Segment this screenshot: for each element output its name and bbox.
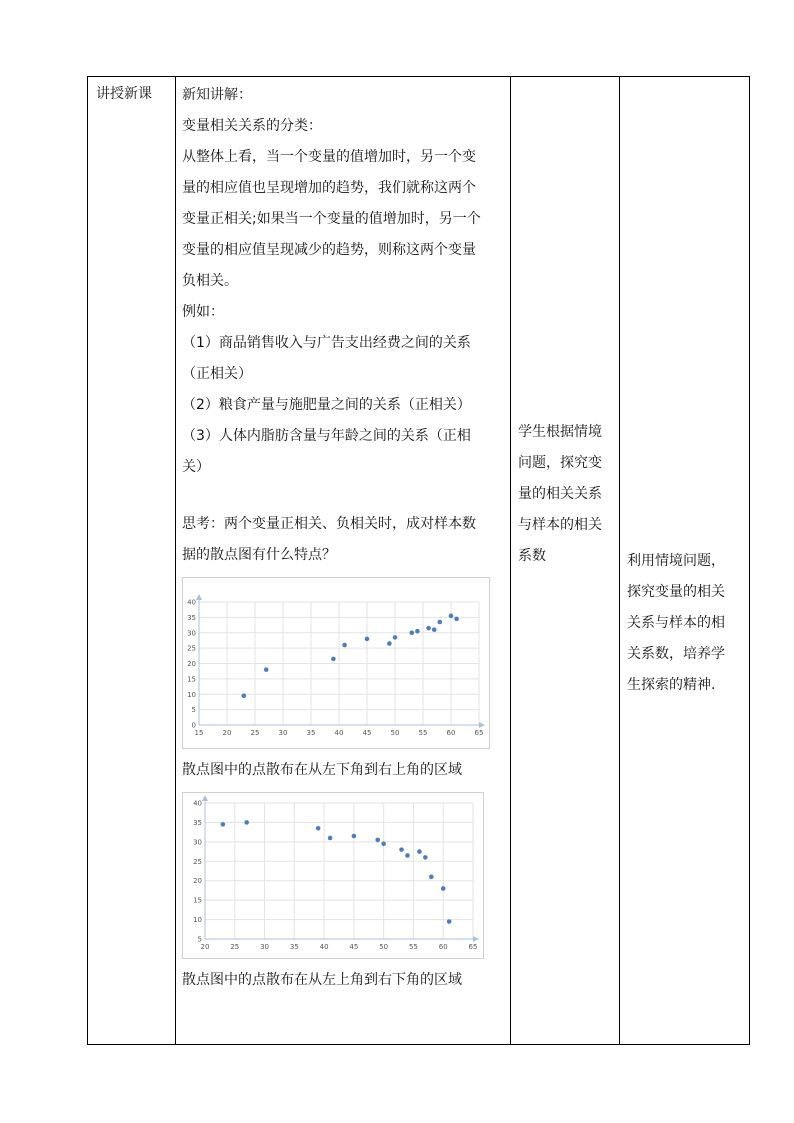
x-tick-label: 35	[289, 943, 299, 951]
scatter-point	[429, 875, 434, 880]
x-tick-label: 50	[379, 943, 389, 951]
scatter-point	[375, 838, 380, 843]
example-line: 关）	[182, 459, 210, 475]
x-tick-label: 35	[306, 729, 316, 737]
scatter-point	[432, 627, 437, 632]
scatter-point	[415, 629, 420, 634]
definition-line: 变量正相关;如果当一个变量的值增加时，另一个	[182, 211, 481, 227]
x-tick-label: 25	[250, 729, 260, 737]
x-tick-label: 20	[222, 729, 232, 737]
x-tick-label: 40	[334, 729, 344, 737]
y-tick-label: 15	[193, 896, 202, 905]
question-line: 思考：两个变量正相关、负相关时，成对样本数	[182, 516, 476, 532]
scatter-point	[244, 820, 249, 825]
student-line: 与样本的相关	[518, 517, 602, 533]
scatter-point	[352, 834, 357, 839]
positive-scatter-chart	[182, 577, 490, 749]
scatter-point	[438, 620, 443, 625]
y-tick-label: 15	[187, 675, 196, 684]
x-tick-label: 55	[418, 729, 428, 737]
example-line: （2）粮食产量与施肥量之间的关系（正相关）	[182, 397, 471, 413]
definition-line: 负相关。	[182, 273, 238, 289]
lesson-plan-table	[87, 76, 750, 1045]
x-tick-label: 55	[408, 943, 418, 951]
y-tick-label: 40	[187, 598, 196, 607]
y-tick-label: 10	[187, 690, 196, 699]
scatter-point	[328, 836, 333, 841]
x-tick-label: 15	[194, 729, 204, 737]
y-axis-arrow	[196, 594, 202, 600]
student-line: 学生根据情境	[518, 424, 602, 440]
scatter-point	[423, 855, 428, 860]
definition-line: 变量的相应值呈现减少的趋势，则称这两个变量	[182, 242, 476, 258]
section-heading: 新知讲解：	[182, 87, 252, 103]
y-tick-label: 25	[187, 644, 196, 653]
design-line: 关系与样本的相	[627, 615, 725, 631]
x-tick-label: 50	[390, 729, 400, 737]
scatter-point	[426, 626, 431, 631]
y-tick-label: 20	[193, 877, 202, 886]
table-row	[88, 77, 750, 1045]
scatter-point	[242, 693, 247, 698]
y-tick-label: 30	[187, 629, 196, 638]
student-line: 问题，探究变	[518, 455, 602, 471]
y-tick-label: 0	[191, 721, 196, 730]
scatter-point	[264, 667, 269, 672]
negative-scatter-svg	[183, 793, 483, 958]
y-axis-arrow	[202, 795, 208, 801]
y-tick-label: 10	[193, 916, 202, 925]
teaching-content-cell	[176, 77, 511, 1045]
x-tick-label: 45	[362, 729, 372, 737]
definition-line: 量的相应值也呈现增加的趋势，我们就称这两个	[182, 180, 476, 196]
y-tick-label: 5	[191, 706, 196, 715]
question-line: 据的散点图有什么特点？	[182, 547, 336, 563]
section-subheading: 变量相关关系的分类：	[182, 118, 322, 134]
x-axis-arrow	[479, 722, 485, 728]
positive-scatter-svg	[183, 578, 489, 748]
scatter-point	[331, 657, 336, 662]
x-tick-label: 45	[349, 943, 359, 951]
scatter-point	[447, 919, 452, 924]
scatter-point	[449, 614, 454, 619]
y-tick-label: 5	[197, 935, 202, 944]
example-line: （1）商品销售收入与广告支出经费之间的关系	[182, 335, 471, 351]
stage-label: 讲授新课	[96, 86, 152, 102]
scatter-point	[316, 826, 321, 831]
scatter-point	[365, 637, 370, 642]
x-tick-label: 25	[230, 943, 240, 951]
scatter-point	[399, 847, 404, 852]
caption-positive: 散点图中的点散布在从左下角到右上角的区域	[182, 762, 462, 778]
scatter-point	[387, 641, 392, 646]
scatter-point	[342, 643, 347, 648]
scatter-point	[410, 630, 415, 635]
x-tick-label: 65	[468, 943, 478, 951]
blank-line	[182, 483, 502, 509]
scatter-point	[393, 635, 398, 640]
scatter-point	[454, 617, 459, 622]
negative-scatter-chart	[182, 792, 484, 959]
y-tick-label: 25	[193, 857, 202, 866]
design-line: 利用情境问题，	[627, 553, 725, 569]
scatter-point	[381, 842, 386, 847]
design-line: 探究变量的相关	[627, 584, 725, 600]
y-tick-label: 35	[193, 818, 202, 827]
example-label: 例如：	[182, 304, 224, 320]
design-line: 关系数，培养学	[627, 646, 725, 662]
student-line: 系数	[518, 548, 546, 564]
x-tick-label: 60	[446, 729, 456, 737]
caption-negative: 散点图中的点散布在从左上角到右下角的区域	[182, 972, 462, 988]
y-tick-label: 20	[187, 660, 196, 668]
stage-cell	[88, 77, 176, 1045]
student-line: 量的相关关系	[518, 486, 602, 502]
y-tick-label: 40	[193, 799, 202, 808]
x-tick-label: 40	[319, 943, 329, 951]
scatter-point	[221, 822, 226, 827]
design-intent-cell	[620, 77, 750, 1045]
y-tick-label: 30	[193, 838, 202, 847]
example-line: （正相关）	[182, 366, 252, 382]
x-tick-label: 20	[200, 943, 210, 951]
scatter-point	[405, 853, 410, 858]
x-tick-label: 60	[438, 943, 448, 951]
x-tick-label: 65	[474, 729, 484, 737]
scatter-point	[441, 886, 446, 891]
x-axis-arrow	[473, 936, 479, 942]
example-line: （3）人体内脂肪含量与年龄之间的关系（正相	[182, 428, 471, 444]
scatter-point	[417, 849, 422, 854]
x-tick-label: 30	[278, 729, 288, 737]
student-activity-cell	[511, 77, 620, 1045]
y-tick-label: 35	[187, 613, 196, 622]
definition-line: 从整体上看，当一个变量的值增加时，另一个变	[182, 149, 476, 165]
x-tick-label: 30	[260, 943, 270, 951]
design-line: 生探索的精神.	[627, 677, 716, 693]
